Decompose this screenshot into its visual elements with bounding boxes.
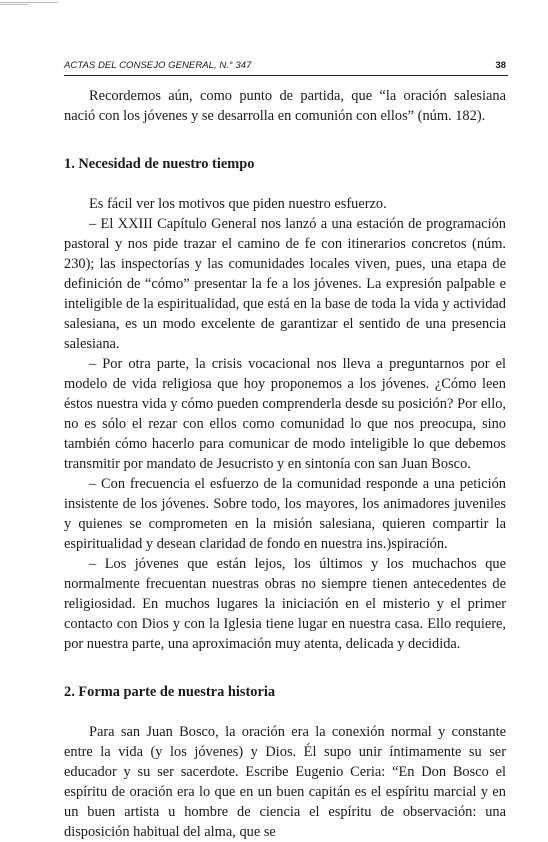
corner-rule-short [0,4,28,5]
section-heading-1: 1. Necesidad de nuestro tiempo [64,156,255,172]
body-paragraph: – Los jóvenes que están lejos, los últimos y los muchachos que normalmente frecuentan nuestras obras no siempre tienen antecedentes de religiosidad. En muchos lugares la iniciación en el misterio y el primer contacto con Dios y con la Iglesia tiene lugar en nuestra casa. Ello requiere, por nuestra parte, una aproximación muy atenta, delicada y decidida. [64,556,506,652]
spacer [64,174,506,194]
running-title: ACTAS DEL CONSEJO GENERAL, N.° 347 [64,60,252,71]
body-paragraph: – El XXIII Capítulo General nos lanzó a una estación de programación pastoral y nos pide trazar el camino de fe con itinerarios concretos (núm. 230); las inspectorías y las comunidades locales viven, pues, una etapa de definición de “cómo” presentar la fe a los jóvenes. La expresión palpable e inteligible de la espiritualidad, que está en la base de toda la vida y actividad salesiana, es un modo excelente de garantizar el sentido de una presencia salesiana. [64,216,506,352]
running-header [64,58,508,76]
spacer [64,654,506,682]
body-paragraph: – Por otra parte, la crisis vocacional nos lleva a preguntarnos por el modelo de vida religiosa que hoy proponemos a los jóvenes. ¿Cómo leen éstos nuestra vida y cómo pueden comprenderla desde su posición? Por ello, no es sólo el rezar con ellos como comunidad lo que nos preocupa, sino también cómo hacerlo para comunicar de modo inteligible lo que debemos transmitir por mandato de Jesucristo y en sintonía con san Juan Bosco. [64,356,506,472]
intro-paragraph: Recordemos aún, como punto de partida, que “la oración salesiana nació con los jóvenes y se desarrolla en comunión con ellos” (núm. 182). [64,88,506,124]
body-paragraph: – Con frecuencia el esfuerzo de la comunidad responde a una petición insistente de los jóvenes. Sobre todo, los mayores, los animadores juveniles y quienes se comprometen en la misión salesiana, quieren compartir la espiritualidad y desean claridad de fondo en nuestra ins.)spiración. [64,476,506,552]
corner-rule [0,2,58,3]
spacer [64,126,506,154]
page-body [64,86,506,842]
page-number: 38 [495,60,506,71]
body-paragraph: Es fácil ver los motivos que piden nuestro esfuerzo. [89,196,387,212]
spacer [64,702,506,722]
section-heading-2: 2. Forma parte de nuestra historia [64,684,276,700]
body-paragraph: Para san Juan Bosco, la oración era la conexión normal y constante entre la vida (y los jóvenes) y Dios. Él supo unir íntimamente su ser educador y su ser sacerdote. Escribe Eugenio Ceria: “En Don Bosco el espíritu de oración era lo que en un buen capitán es el espíritu marcial y en un buen artista u hombre de ciencia el espíritu de observación: una disposición habitual del alma, que se [64,724,506,840]
